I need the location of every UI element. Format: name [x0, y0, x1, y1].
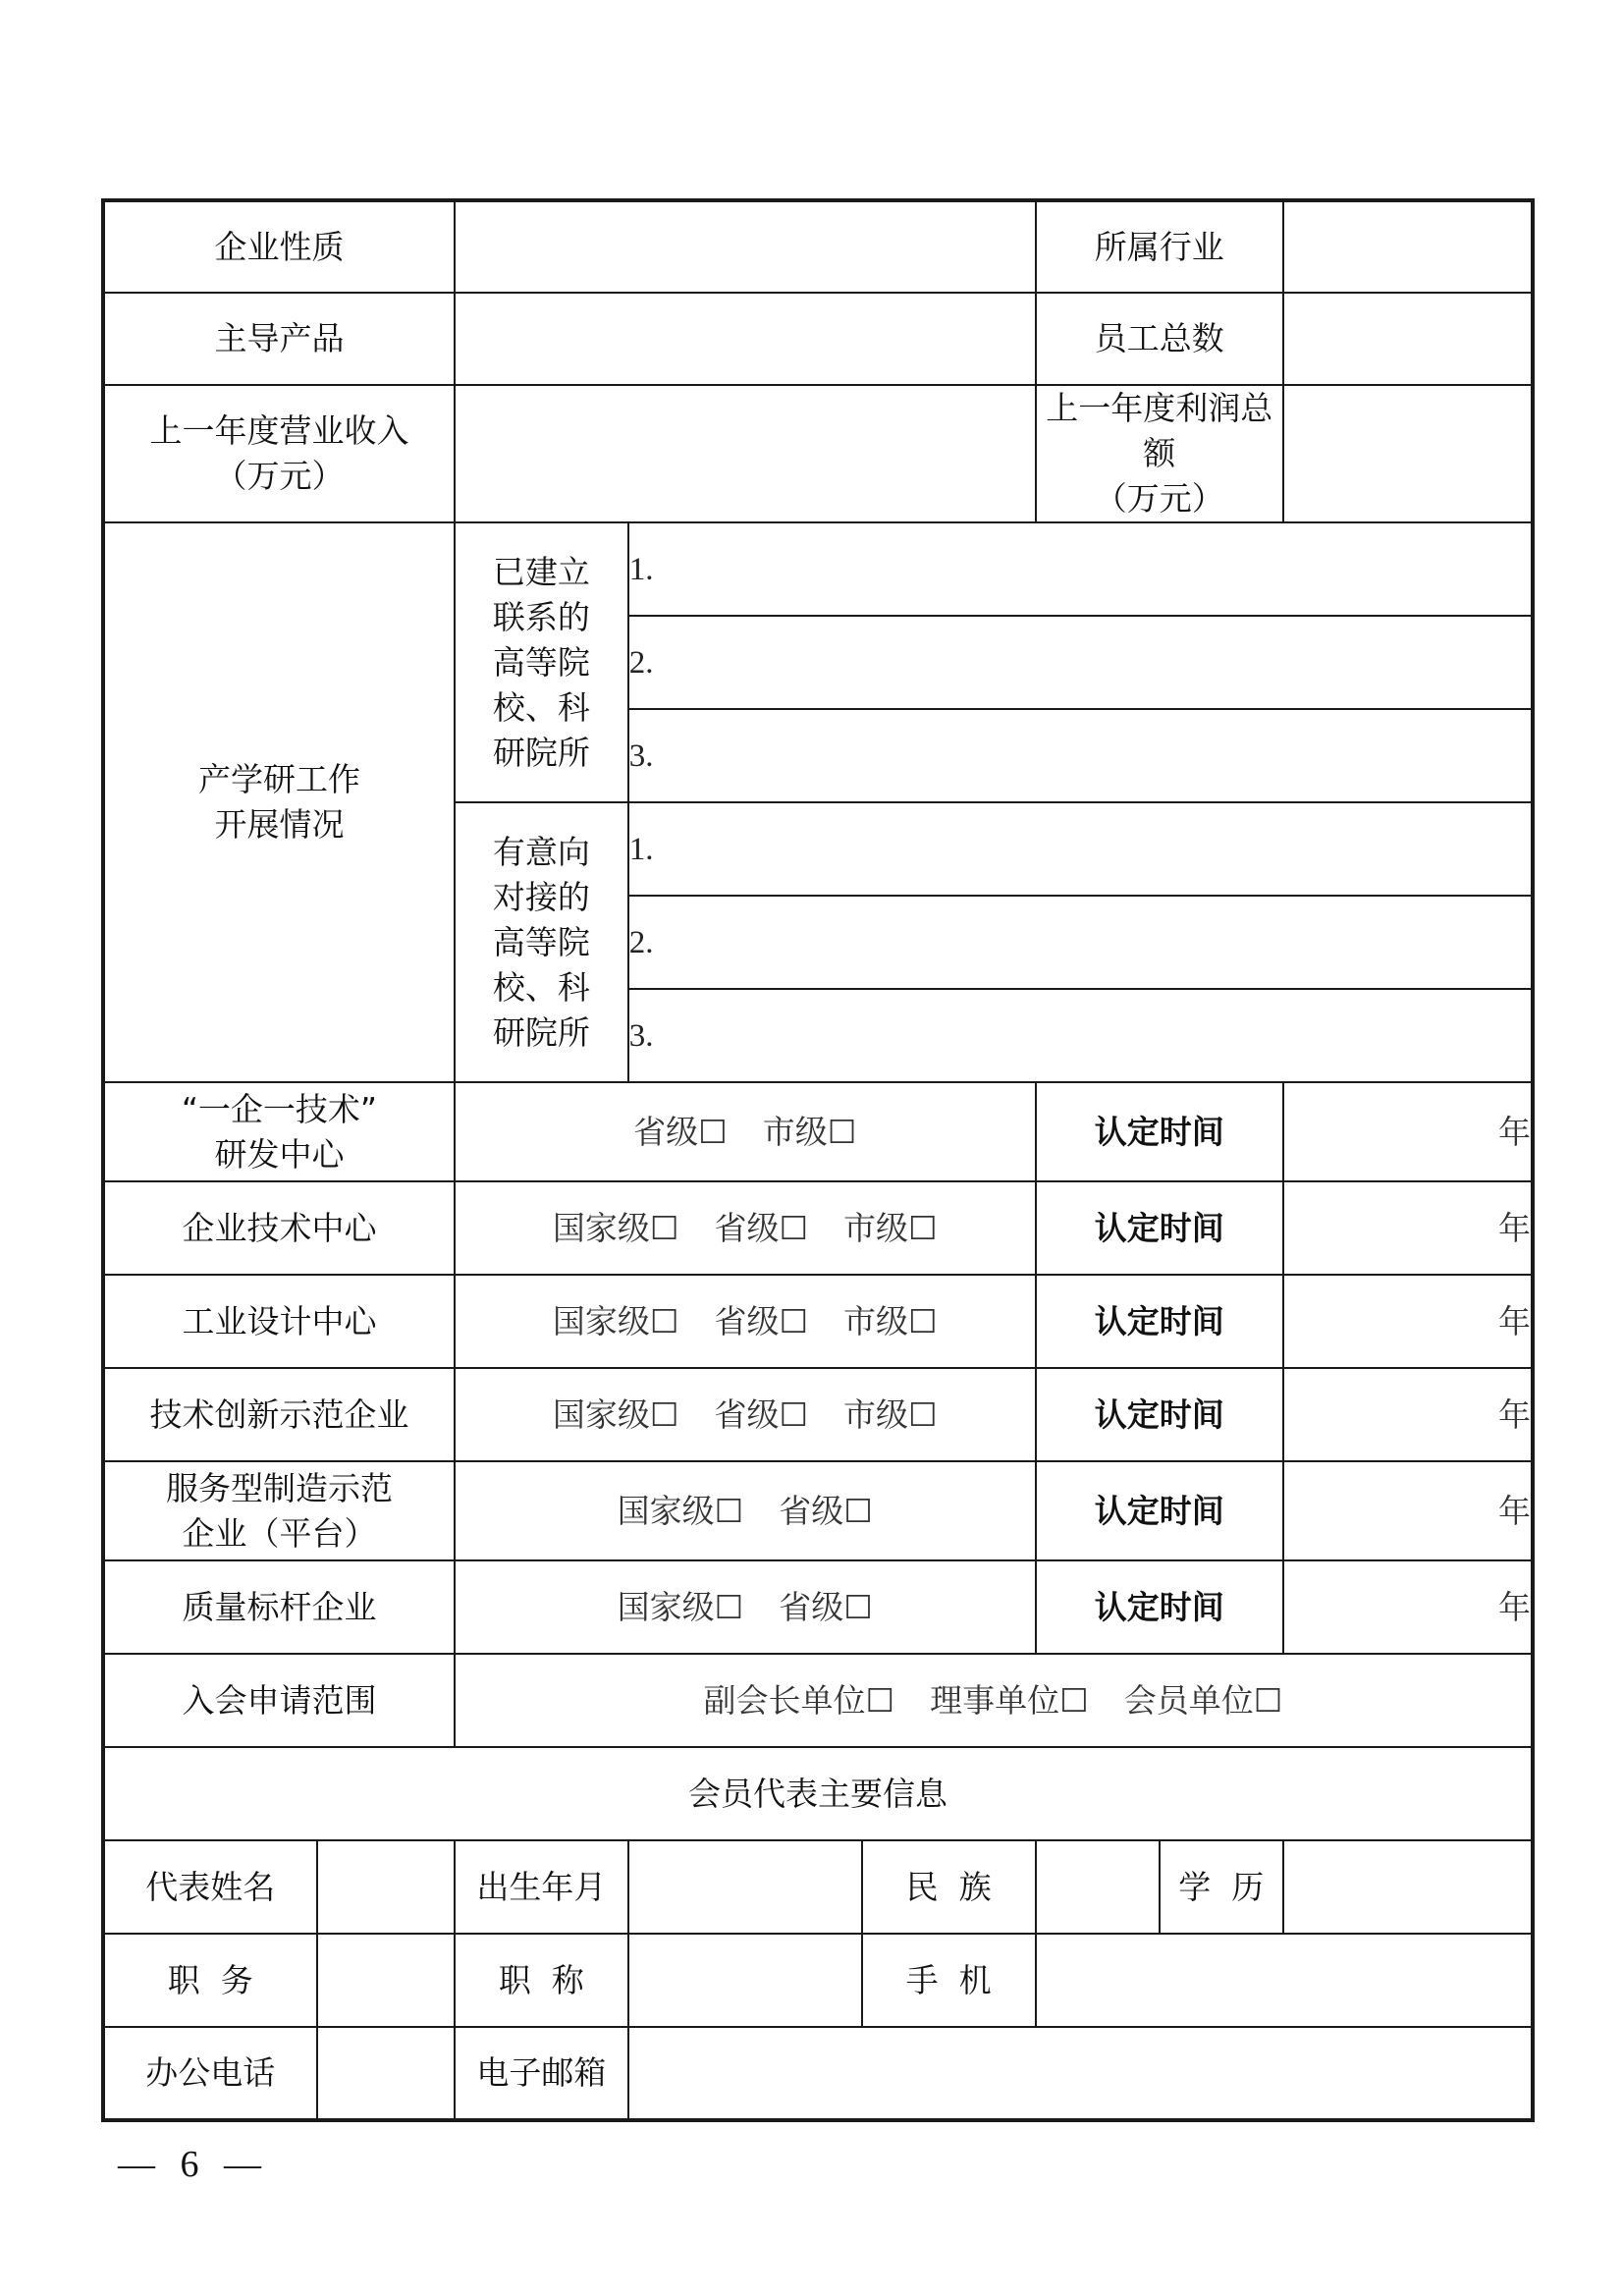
checkbox-national[interactable]: 国家级☐: [552, 1208, 679, 1247]
row-rep-3: [103, 2027, 1533, 2120]
row-cert-4: [103, 1461, 1533, 1560]
field-profit[interactable]: [1283, 385, 1533, 522]
checkbox-municipal[interactable]: 市级☐: [762, 1112, 857, 1151]
row-product: [103, 293, 1533, 385]
options-quality-benchmark: [455, 1560, 1036, 1654]
field-email[interactable]: [628, 2027, 1533, 2120]
row-finance: [103, 385, 1533, 522]
checkbox-member-unit[interactable]: 会员单位☐: [1123, 1680, 1283, 1720]
row-rep-2: [103, 1934, 1533, 2027]
field-cert-year[interactable]: 年: [1283, 1560, 1533, 1654]
row-cert-5: [103, 1560, 1533, 1654]
field-cert-year[interactable]: 年: [1283, 1368, 1533, 1461]
checkbox-national[interactable]: 国家级☐: [617, 1587, 744, 1626]
label-enterprise-nature: 企业性质: [103, 200, 455, 293]
section-title-representative: 会员代表主要信息: [103, 1747, 1533, 1840]
options-industrial-design-center: [455, 1275, 1036, 1368]
checkbox-municipal[interactable]: 市级☐: [843, 1394, 938, 1434]
field-industry[interactable]: [1283, 200, 1533, 293]
checkbox-provincial[interactable]: 省级☐: [714, 1394, 809, 1434]
checkbox-national[interactable]: 国家级☐: [617, 1491, 744, 1530]
checkbox-provincial[interactable]: 省级☐: [714, 1301, 809, 1340]
row-cert-2: [103, 1275, 1533, 1368]
checkbox-municipal[interactable]: 市级☐: [843, 1208, 938, 1247]
label-enterprise-tech-center: 企业技术中心: [103, 1181, 455, 1275]
row-cert-3: [103, 1368, 1533, 1461]
label-cert-time: 认定时间: [1036, 1181, 1283, 1275]
label-intended-institutions: 有意向 对接的 高等院 校、科 研院所: [455, 802, 628, 1082]
field-established-3[interactable]: 3.: [628, 709, 1533, 802]
label-quality-benchmark: 质量标杆企业: [103, 1560, 455, 1654]
label-industry: 所属行业: [1036, 200, 1283, 293]
field-office-phone[interactable]: [317, 2027, 455, 2120]
field-cert-year[interactable]: 年: [1283, 1181, 1533, 1275]
label-birth: 出生年月: [455, 1840, 628, 1934]
label-title: 职 称: [455, 1934, 628, 2027]
row-membership-scope: [103, 1654, 1533, 1747]
label-office-phone: 办公电话: [103, 2027, 317, 2120]
label-cert-time: 认定时间: [1036, 1082, 1283, 1181]
options-service-manufacturing-demo: [455, 1461, 1036, 1560]
checkbox-national[interactable]: 国家级☐: [552, 1301, 679, 1340]
label-revenue: 上一年度营业收入 （万元）: [103, 385, 455, 522]
field-cert-year[interactable]: 年: [1283, 1275, 1533, 1368]
field-staff-total[interactable]: [1283, 293, 1533, 385]
label-email: 电子邮箱: [455, 2027, 628, 2120]
checkbox-provincial[interactable]: 省级☐: [714, 1208, 809, 1247]
label-service-manufacturing-demo: 服务型制造示范 企业（平台）: [103, 1461, 455, 1560]
row-rep-section-title: [103, 1747, 1533, 1840]
field-cert-year[interactable]: 年: [1283, 1461, 1533, 1560]
label-position: 职 务: [103, 1934, 317, 2027]
label-education: 学 历: [1160, 1840, 1283, 1934]
label-one-tech-center: “一企一技术” 研发中心: [103, 1082, 455, 1181]
checkbox-director-unit[interactable]: 理事单位☐: [930, 1680, 1089, 1720]
field-position[interactable]: [317, 1934, 455, 2027]
label-cooperation: 产学研工作 开展情况: [103, 522, 455, 1082]
field-mobile[interactable]: [1036, 1934, 1533, 2027]
label-membership-scope: 入会申请范围: [103, 1654, 455, 1747]
membership-application-form: [101, 198, 1535, 2122]
field-enterprise-nature[interactable]: [455, 200, 1036, 293]
checkbox-provincial[interactable]: 省级☐: [779, 1491, 873, 1530]
field-education[interactable]: [1283, 1840, 1533, 1934]
label-cert-time: 认定时间: [1036, 1275, 1283, 1368]
checkbox-national[interactable]: 国家级☐: [552, 1394, 679, 1434]
label-profit: 上一年度利润总额 （万元）: [1036, 385, 1283, 522]
field-cert-year[interactable]: 年: [1283, 1082, 1533, 1181]
field-main-product[interactable]: [455, 293, 1036, 385]
field-established-2[interactable]: 2.: [628, 616, 1533, 709]
field-rep-name[interactable]: [317, 1840, 455, 1934]
checkbox-provincial[interactable]: 省级☐: [779, 1587, 873, 1626]
field-revenue[interactable]: [455, 385, 1036, 522]
label-mobile: 手 机: [862, 1934, 1036, 2027]
checkbox-municipal[interactable]: 市级☐: [843, 1301, 938, 1340]
label-rep-name: 代表姓名: [103, 1840, 317, 1934]
label-ethnicity: 民 族: [862, 1840, 1036, 1934]
label-tech-innovation-demo: 技术创新示范企业: [103, 1368, 455, 1461]
row-established-1: [103, 522, 1533, 616]
field-intended-2[interactable]: 2.: [628, 896, 1533, 989]
checkbox-provincial[interactable]: 省级☐: [633, 1112, 728, 1151]
field-intended-1[interactable]: 1.: [628, 802, 1533, 896]
label-main-product: 主导产品: [103, 293, 455, 385]
row-cert-1: [103, 1181, 1533, 1275]
field-ethnicity[interactable]: [1036, 1840, 1160, 1934]
field-birth[interactable]: [628, 1840, 862, 1934]
field-established-1[interactable]: 1.: [628, 522, 1533, 616]
options-tech-innovation-demo: [455, 1368, 1036, 1461]
label-cert-time: 认定时间: [1036, 1368, 1283, 1461]
label-cert-time: 认定时间: [1036, 1560, 1283, 1654]
field-intended-3[interactable]: 3.: [628, 989, 1533, 1082]
options-enterprise-tech-center: [455, 1181, 1036, 1275]
row-rep-1: [103, 1840, 1533, 1934]
field-title[interactable]: [628, 1934, 862, 2027]
row-cert-0: [103, 1082, 1533, 1181]
row-nature: [103, 200, 1533, 293]
label-established-institutions: 已建立 联系的 高等院 校、科 研院所: [455, 522, 628, 802]
options-membership-scope: [455, 1654, 1533, 1747]
label-staff-total: 员工总数: [1036, 293, 1283, 385]
page-number: — 6 —: [118, 2144, 269, 2185]
label-industrial-design-center: 工业设计中心: [103, 1275, 455, 1368]
checkbox-vice-president-unit[interactable]: 副会长单位☐: [703, 1680, 895, 1720]
label-cert-time: 认定时间: [1036, 1461, 1283, 1560]
options-one-tech-center: [455, 1082, 1036, 1181]
